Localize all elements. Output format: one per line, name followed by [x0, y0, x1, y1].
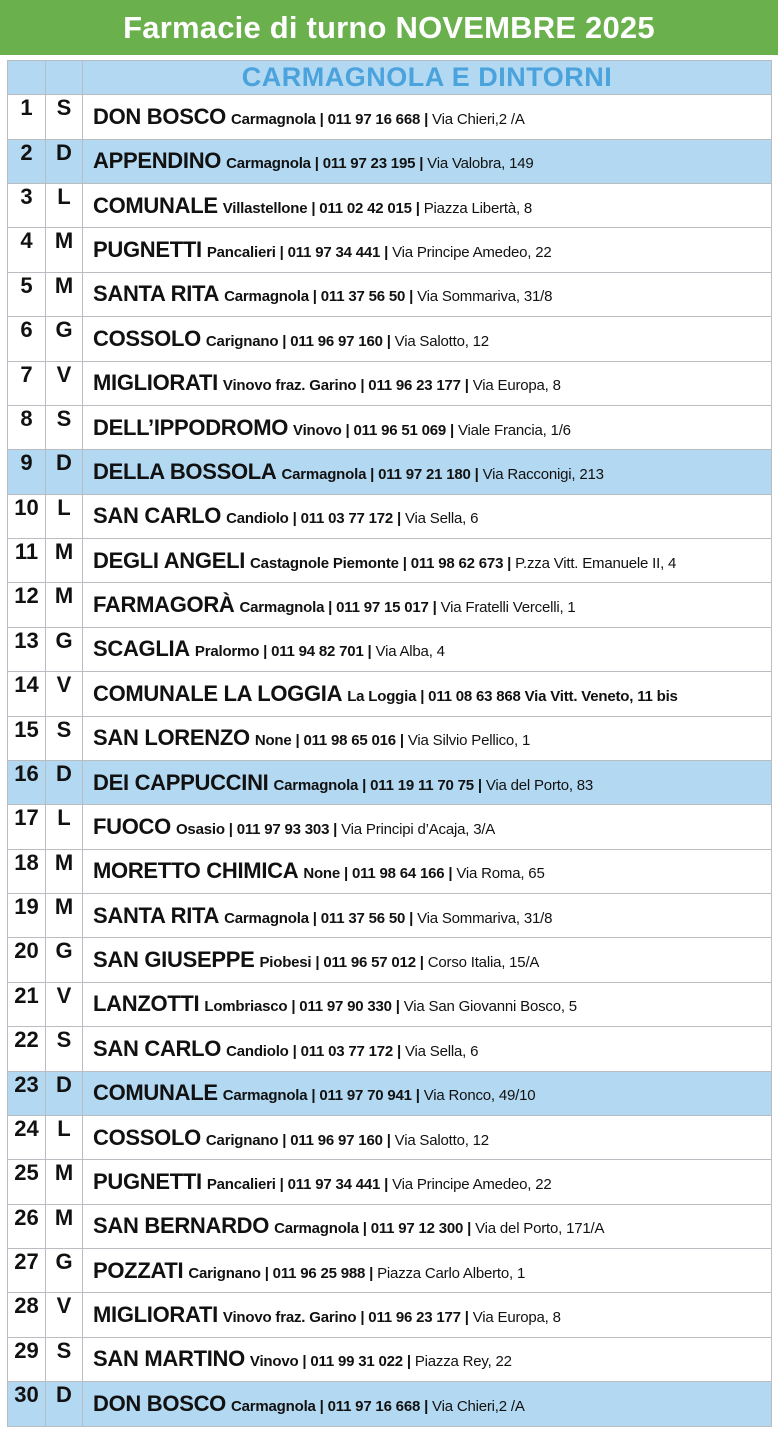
weekday: D	[46, 1071, 83, 1115]
weekday: S	[46, 716, 83, 760]
pharmacy-details: Carignano | 011 96 97 160 | Via Salotto, 12	[205, 332, 489, 350]
pharmacy-info	[83, 228, 772, 272]
weekday: S	[46, 95, 83, 139]
table-row	[8, 982, 772, 1026]
table-row	[8, 272, 772, 316]
table-row	[8, 95, 772, 139]
pharmacy-details: Vinovo fraz. Garino | 011 96 23 177 | Via Europa, 8	[222, 1309, 561, 1327]
weekday: V	[46, 672, 83, 716]
weekday: M	[46, 228, 83, 272]
pharmacy-name: COSSOLO	[93, 325, 201, 351]
pharmacy-details: La Loggia | 011 08 63 868 Via Vitt. Veneto, 11 bis	[347, 687, 678, 705]
pharmacy-info	[83, 1115, 772, 1159]
pharmacy-name: DEI CAPPUCCINI	[93, 769, 269, 795]
weekday: V	[46, 361, 83, 405]
weekday: L	[46, 494, 83, 538]
pharmacy-info	[83, 494, 772, 538]
pharmacy-name: PUGNETTI	[93, 237, 202, 263]
pharmacy-name: COSSOLO	[93, 1124, 201, 1150]
table-row	[8, 894, 772, 938]
weekday: M	[46, 1160, 83, 1204]
weekday: M	[46, 1204, 83, 1248]
table-row	[8, 1293, 772, 1337]
day-number: 24	[8, 1115, 46, 1159]
day-number: 23	[8, 1071, 46, 1115]
header-weekday-cell	[46, 61, 83, 95]
header-day-number-cell	[8, 61, 46, 95]
weekday: G	[46, 1249, 83, 1293]
pharmacy-details: Pancalieri | 011 97 34 441 | Via Principe Amedeo, 22	[206, 244, 552, 262]
day-number: 15	[8, 716, 46, 760]
pharmacy-schedule-table	[7, 60, 772, 1427]
weekday: S	[46, 1027, 83, 1071]
pharmacy-details: Carignano | 011 96 97 160 | Via Salotto, 12	[205, 1131, 489, 1149]
pharmacy-details: Carmagnola | 011 97 23 195 | Via Valobra, 149	[226, 155, 534, 173]
pharmacy-details: Carignano | 011 96 25 988 | Piazza Carlo Alberto, 1	[188, 1264, 526, 1282]
weekday: D	[46, 760, 83, 804]
table-row	[8, 1027, 772, 1071]
day-number: 9	[8, 450, 46, 494]
pharmacy-details: Lombriasco | 011 97 90 330 | Via San Giovanni Bosco, 5	[204, 998, 577, 1016]
day-number: 13	[8, 627, 46, 671]
day-number: 16	[8, 760, 46, 804]
table-row	[8, 317, 772, 361]
table-row	[8, 1337, 772, 1381]
pharmacy-name: POZZATI	[93, 1257, 184, 1283]
pharmacy-info	[83, 672, 772, 716]
table-header-row	[8, 61, 772, 95]
area-title: CARMAGNOLA E DINTORNI	[83, 61, 772, 95]
day-number: 17	[8, 805, 46, 849]
table-row	[8, 760, 772, 804]
pharmacy-name: SCAGLIA	[93, 636, 190, 662]
pharmacy-name: SAN CARLO	[93, 503, 222, 529]
pharmacy-name: SANTA RITA	[93, 902, 220, 928]
day-number: 7	[8, 361, 46, 405]
day-number: 28	[8, 1293, 46, 1337]
day-number: 12	[8, 583, 46, 627]
pharmacy-details: Vinovo fraz. Garino | 011 96 23 177 | Via Europa, 8	[222, 377, 561, 395]
pharmacy-name: MORETTO CHIMICA	[93, 858, 299, 884]
pharmacy-name: DEGLI ANGELI	[93, 547, 246, 573]
pharmacy-details: Carmagnola | 011 97 21 180 | Via Racconigi, 213	[281, 465, 604, 483]
day-number: 3	[8, 184, 46, 228]
weekday: V	[46, 982, 83, 1026]
pharmacy-details: Osasio | 011 97 93 303 | Via Principi d’Acaja, 3/A	[175, 820, 496, 838]
pharmacy-info	[83, 805, 772, 849]
day-number: 18	[8, 849, 46, 893]
table-row	[8, 672, 772, 716]
pharmacy-info	[83, 1204, 772, 1248]
pharmacy-info	[83, 849, 772, 893]
table-row	[8, 1204, 772, 1248]
pharmacy-info	[83, 405, 772, 449]
day-number: 4	[8, 228, 46, 272]
table-row	[8, 139, 772, 183]
table-row	[8, 1382, 772, 1427]
pharmacy-info	[83, 716, 772, 760]
pharmacy-details: Carmagnola | 011 97 70 941 | Via Ronco, 49/10	[222, 1087, 536, 1105]
table-row	[8, 450, 772, 494]
pharmacy-name: SAN CARLO	[93, 1035, 222, 1061]
weekday: M	[46, 849, 83, 893]
pharmacy-name: MIGLIORATI	[93, 1302, 218, 1328]
weekday: D	[46, 139, 83, 183]
pharmacy-info	[83, 272, 772, 316]
pharmacy-details: Villastellone | 011 02 42 015 | Piazza Libertà, 8	[222, 199, 533, 217]
pharmacy-name: COMUNALE	[93, 192, 218, 218]
pharmacy-details: Pralormo | 011 94 82 701 | Via Alba, 4	[194, 643, 445, 661]
table-row	[8, 494, 772, 538]
day-number: 19	[8, 894, 46, 938]
pharmacy-info	[83, 1293, 772, 1337]
pharmacy-name: SAN BERNARDO	[93, 1213, 270, 1239]
weekday: M	[46, 272, 83, 316]
weekday: G	[46, 627, 83, 671]
pharmacy-info	[83, 317, 772, 361]
pharmacy-name: DELLA BOSSOLA	[93, 458, 277, 484]
day-number: 14	[8, 672, 46, 716]
table-row	[8, 228, 772, 272]
pharmacy-info	[83, 627, 772, 671]
weekday: M	[46, 583, 83, 627]
pharmacy-info	[83, 539, 772, 583]
day-number: 10	[8, 494, 46, 538]
weekday: G	[46, 938, 83, 982]
weekday: V	[46, 1293, 83, 1337]
pharmacy-name: DON BOSCO	[93, 1391, 226, 1417]
table-row	[8, 583, 772, 627]
pharmacy-details: None | 011 98 64 166 | Via Roma, 65	[303, 865, 545, 883]
pharmacy-info	[83, 1337, 772, 1381]
day-number: 30	[8, 1382, 46, 1427]
pharmacy-details: Vinovo | 011 96 51 069 | Viale Francia, 1/6	[293, 421, 571, 439]
pharmacy-info	[83, 139, 772, 183]
day-number: 27	[8, 1249, 46, 1293]
pharmacy-info	[83, 361, 772, 405]
pharmacy-info	[83, 184, 772, 228]
day-number: 11	[8, 539, 46, 583]
pharmacy-info	[83, 450, 772, 494]
pharmacy-name: SAN LORENZO	[93, 725, 250, 751]
weekday: L	[46, 805, 83, 849]
pharmacy-name: PUGNETTI	[93, 1168, 202, 1194]
table-row	[8, 184, 772, 228]
weekday: G	[46, 317, 83, 361]
pharmacy-info	[83, 938, 772, 982]
table-row	[8, 849, 772, 893]
weekday: S	[46, 405, 83, 449]
pharmacy-info	[83, 1160, 772, 1204]
day-number: 2	[8, 139, 46, 183]
table-row	[8, 539, 772, 583]
table-row	[8, 1071, 772, 1115]
pharmacy-info	[83, 982, 772, 1026]
table-row	[8, 405, 772, 449]
pharmacy-details: Carmagnola | 011 97 12 300 | Via del Porto, 171/A	[274, 1220, 605, 1238]
pharmacy-details: Carmagnola | 011 97 16 668 | Via Chieri,2 /A	[230, 1398, 525, 1416]
pharmacy-info	[83, 95, 772, 139]
pharmacy-details: Carmagnola | 011 37 56 50 | Via Sommariva, 31/8	[224, 909, 553, 927]
pharmacy-name: SANTA RITA	[93, 281, 220, 307]
table-row	[8, 1160, 772, 1204]
pharmacy-info	[83, 1249, 772, 1293]
page-title: Farmacie di turno NOVEMBRE 2025	[0, 0, 778, 55]
pharmacy-name: LANZOTTI	[93, 991, 200, 1017]
weekday: L	[46, 1115, 83, 1159]
schedule-body	[8, 61, 772, 1427]
weekday: M	[46, 894, 83, 938]
day-number: 1	[8, 95, 46, 139]
table-row	[8, 627, 772, 671]
pharmacy-details: Carmagnola | 011 97 16 668 | Via Chieri,2 /A	[230, 110, 525, 128]
weekday: S	[46, 1337, 83, 1381]
pharmacy-details: None | 011 98 65 016 | Via Silvio Pellico, 1	[254, 732, 531, 750]
pharmacy-name: COMUNALE	[93, 1080, 218, 1106]
pharmacy-details: Candiolo | 011 03 77 172 | Via Sella, 6	[226, 1042, 479, 1060]
pharmacy-name: DELL’IPPODROMO	[93, 414, 289, 440]
pharmacy-name: MIGLIORATI	[93, 370, 218, 396]
day-number: 26	[8, 1204, 46, 1248]
weekday: L	[46, 184, 83, 228]
day-number: 29	[8, 1337, 46, 1381]
pharmacy-info	[83, 1027, 772, 1071]
pharmacy-info	[83, 760, 772, 804]
pharmacy-details: Pancalieri | 011 97 34 441 | Via Principe Amedeo, 22	[206, 1175, 552, 1193]
day-number: 5	[8, 272, 46, 316]
table-row	[8, 805, 772, 849]
pharmacy-name: APPENDINO	[93, 148, 222, 174]
table-row	[8, 361, 772, 405]
pharmacy-details: Castagnole Piemonte | 011 98 62 673 | P.zza Vitt. Emanuele II, 4	[250, 554, 677, 572]
pharmacy-details: Candiolo | 011 03 77 172 | Via Sella, 6	[226, 510, 479, 528]
pharmacy-details: Vinovo | 011 99 31 022 | Piazza Rey, 22	[249, 1353, 512, 1371]
day-number: 8	[8, 405, 46, 449]
pharmacy-name: FARMAGORÀ	[93, 592, 235, 618]
pharmacy-name: COMUNALE LA LOGGIA	[93, 680, 343, 706]
pharmacy-info	[83, 583, 772, 627]
pharmacy-name: SAN GIUSEPPE	[93, 947, 255, 973]
table-row	[8, 1249, 772, 1293]
pharmacy-details: Piobesi | 011 96 57 012 | Corso Italia, 15/A	[259, 954, 540, 972]
pharmacy-info	[83, 1382, 772, 1427]
weekday: D	[46, 1382, 83, 1427]
pharmacy-details: Carmagnola | 011 97 15 017 | Via Fratelli Vercelli, 1	[239, 599, 576, 617]
pharmacy-name: FUOCO	[93, 813, 171, 839]
day-number: 21	[8, 982, 46, 1026]
day-number: 22	[8, 1027, 46, 1071]
pharmacy-info	[83, 894, 772, 938]
weekday: M	[46, 539, 83, 583]
pharmacy-info	[83, 1071, 772, 1115]
day-number: 25	[8, 1160, 46, 1204]
day-number: 20	[8, 938, 46, 982]
pharmacy-name: DON BOSCO	[93, 103, 226, 129]
pharmacy-name: SAN MARTINO	[93, 1346, 245, 1372]
pharmacy-details: Carmagnola | 011 37 56 50 | Via Sommariva, 31/8	[224, 288, 553, 306]
table-row	[8, 938, 772, 982]
table-row	[8, 1115, 772, 1159]
day-number: 6	[8, 317, 46, 361]
pharmacy-details: Carmagnola | 011 19 11 70 75 | Via del Porto, 83	[273, 776, 594, 794]
table-row	[8, 716, 772, 760]
weekday: D	[46, 450, 83, 494]
